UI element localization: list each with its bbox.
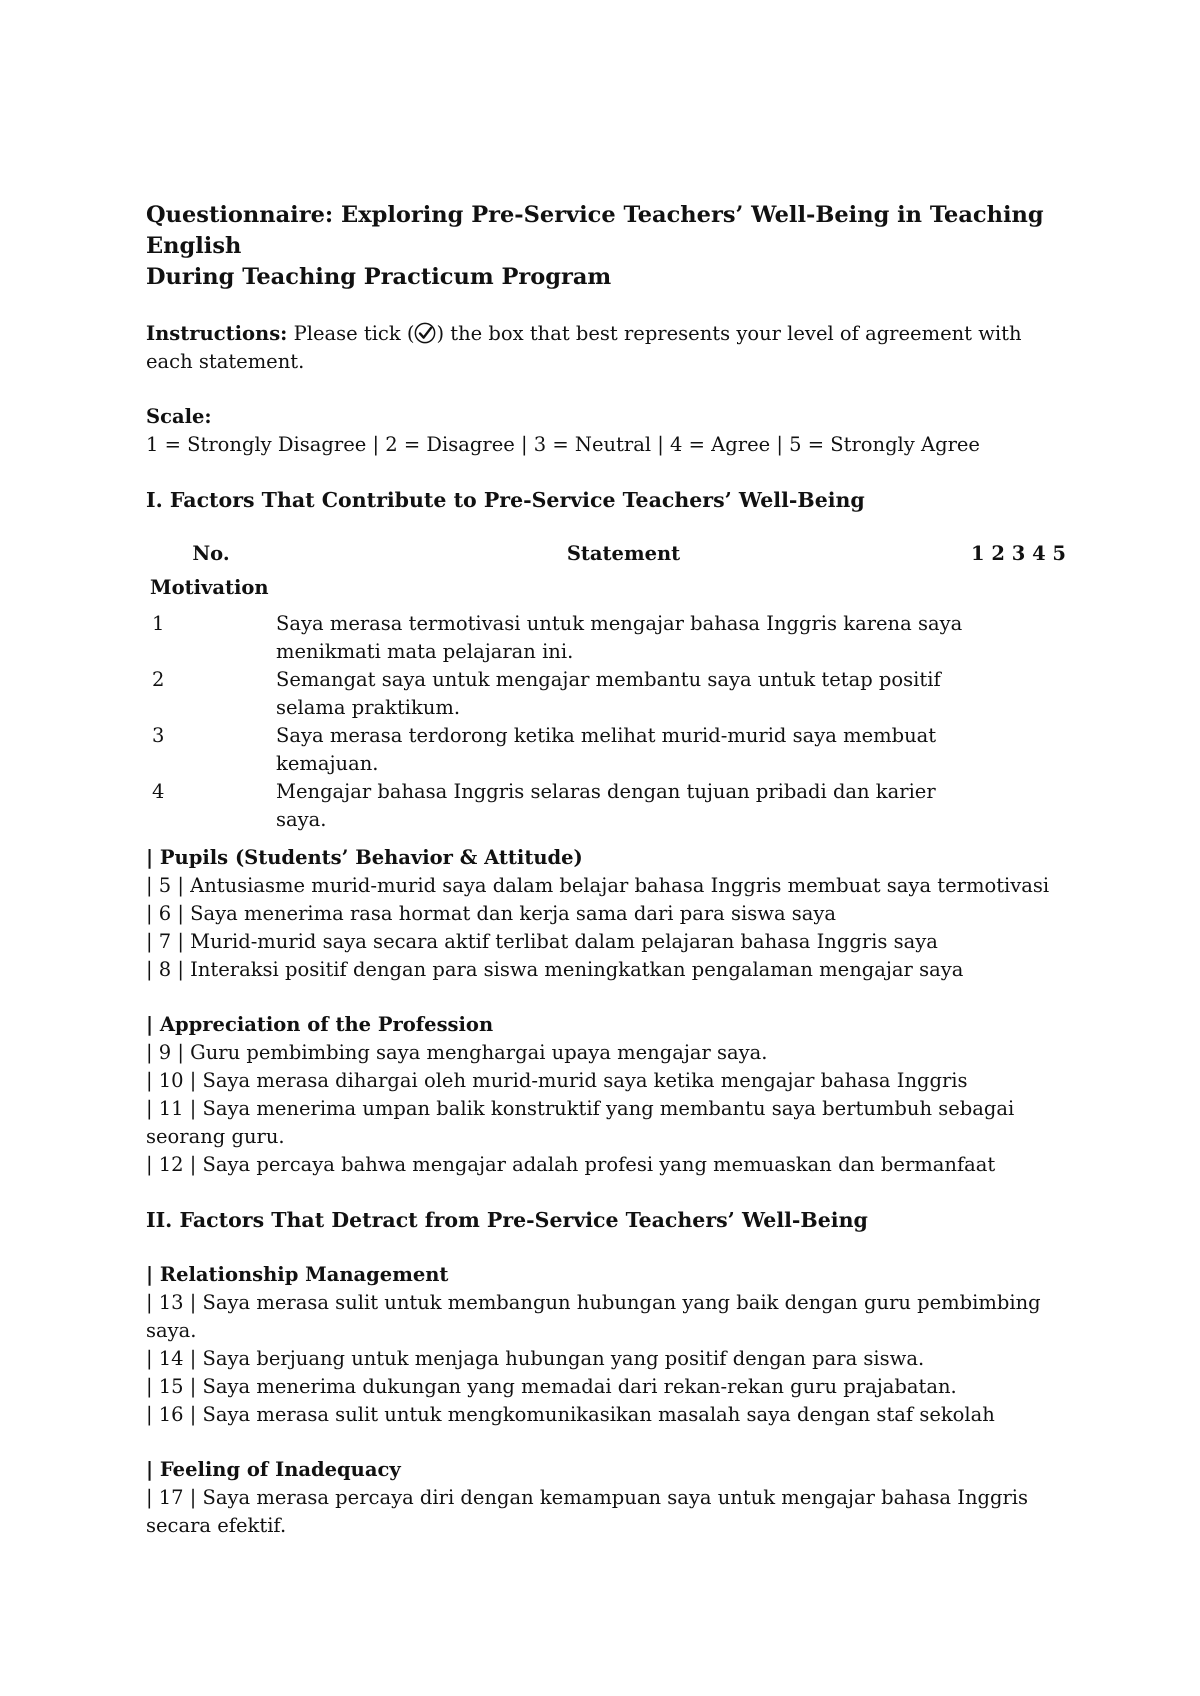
item-statement: Semangat saya untuk mengajar membantu saya untuk tetap positif selama praktikum. [276,668,941,719]
table-row [146,666,1066,722]
item-statement: Saya merasa terdorong ketika melihat murid-murid saya membuat kemajuan. [276,724,937,775]
table-header-row [146,540,1066,574]
list-item: | 12 | Saya percaya bahwa mengajar adalah profesi yang memuaskan dan bermanfaat [146,1153,996,1176]
header-statement: Statement [566,542,681,565]
table-row [146,778,1066,834]
motivation-table [146,540,1066,834]
list-item: | 13 | Saya merasa sulit untuk membangun hubungan yang baik dengan guru pembimbing saya. [146,1291,1041,1342]
item-number: 3 [152,724,165,747]
instructions-text-after: ) the box that best represents your level of agreement with each statement. [146,322,1022,373]
scale-text: 1 = Strongly Disagree | 2 = Disagree | 3 = Neutral | 4 = Agree | 5 = Strongly Agree [146,433,980,456]
list-item: | 5 | Antusiasme murid-murid saya dalam belajar bahasa Inggris membuat saya termotivasi [146,874,1050,897]
list-item: | 17 | Saya merasa percaya diri dengan kemampuan saya untuk mengajar bahasa Inggris secara efektif. [146,1486,1029,1537]
instructions-text-before: Please tick ( [293,322,415,345]
header-scale: 1 2 3 4 5 [971,542,1066,565]
table-row [146,610,1066,666]
instructions-paragraph [146,320,1066,376]
relationship-heading: | Relationship Management [146,1263,449,1286]
list-item: | 14 | Saya berjuang untuk menjaga hubungan yang positif dengan para siswa. [146,1347,925,1370]
scale-label: Scale: [146,405,212,428]
item-statement: Mengajar bahasa Inggris selaras dengan tujuan pribadi dan karier saya. [276,780,936,831]
questionnaire-page [146,200,1066,1540]
instructions-label: Instructions: [146,322,288,345]
list-item: | 15 | Saya menerima dukungan yang memadai dari rekan-rekan guru prajabatan. [146,1375,957,1398]
item-statement: Saya merasa termotivasi untuk mengajar bahasa Inggris karena saya menikmati mata pelajaran ini. [276,612,963,663]
pupils-heading: | Pupils (Students’ Behavior & Attitude) [146,846,583,869]
item-number: 2 [152,668,165,691]
motivation-label: Motivation [150,576,269,599]
list-item: | 11 | Saya menerima umpan balik konstruktif yang membantu saya bertumbuh sebagai seorang guru. [146,1097,1015,1148]
inadequacy-heading: | Feeling of Inadequacy [146,1458,401,1481]
checkmark-icon [414,322,436,344]
item-rating-cell[interactable] [971,778,1066,834]
item-number: 1 [152,612,165,635]
header-no: No. [192,542,230,565]
motivation-label-row [146,574,1066,610]
list-item: | 8 | Interaksi positif dengan para siswa meningkatkan pengalaman mengajar saya [146,958,964,981]
section-1-heading: I. Factors That Contribute to Pre-Service Teachers’ Well-Being [146,488,865,512]
document-title-line-2: During Teaching Practicum Program [146,264,612,290]
table-row [146,722,1066,778]
appreciation-heading: | Appreciation of the Profession [146,1013,494,1036]
item-number: 4 [152,780,165,803]
item-rating-cell[interactable] [971,666,1066,722]
document-title-line-1: Questionnaire: Exploring Pre-Service Teachers’ Well-Being in Teaching English [146,202,1044,259]
item-rating-cell[interactable] [971,722,1066,778]
item-rating-cell[interactable] [971,610,1066,666]
list-item: | 6 | Saya menerima rasa hormat dan kerja sama dari para siswa saya [146,902,837,925]
list-item: | 10 | Saya merasa dihargai oleh murid-murid saya ketika mengajar bahasa Inggris [146,1069,968,1092]
list-item: | 7 | Murid-murid saya secara aktif terlibat dalam pelajaran bahasa Inggris saya [146,930,938,953]
section-2-heading: II. Factors That Detract from Pre-Service Teachers’ Well-Being [146,1208,868,1232]
list-item: | 16 | Saya merasa sulit untuk mengkomunikasikan masalah saya dengan staf sekolah [146,1403,995,1426]
list-item: | 9 | Guru pembimbing saya menghargai upaya mengajar saya. [146,1041,768,1064]
